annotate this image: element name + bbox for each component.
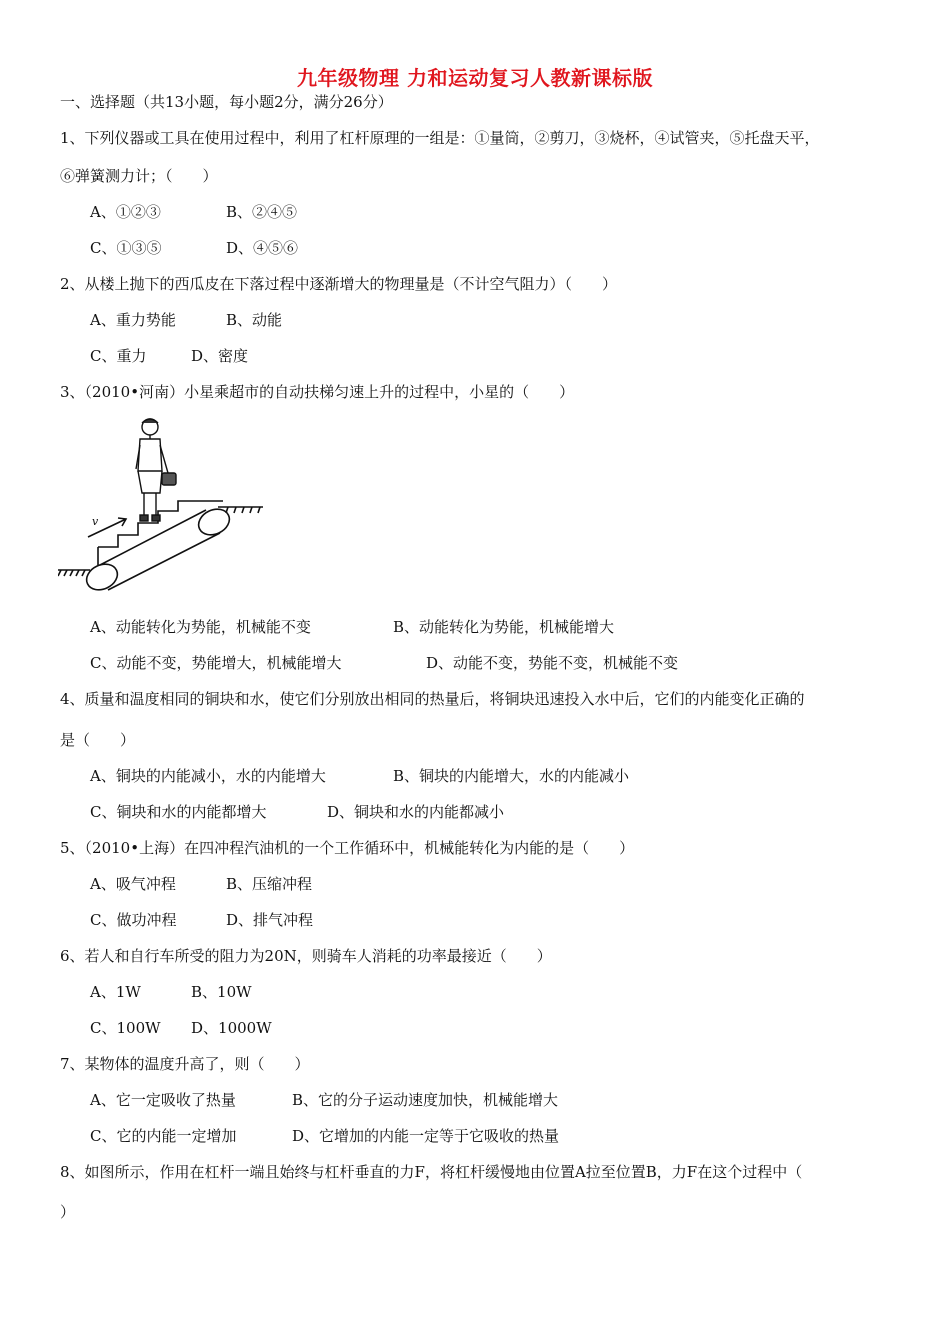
q1-option-a: A、①②③ — [90, 203, 161, 221]
q3-option-d: D、动能不变，势能不变，机械能不变 — [426, 654, 679, 672]
question-6-stem: 6、若人和自行车所受的阻力为20N，则骑车人消耗的功率最接近（ ） — [60, 947, 552, 965]
q2-option-c: C、重力 — [90, 347, 147, 365]
q7-option-b: B、它的分子运动速度加快，机械能增大 — [292, 1091, 559, 1109]
q7-option-d: D、它增加的内能一定等于它吸收的热量 — [292, 1127, 560, 1145]
q5-option-a: A、吸气冲程 — [90, 875, 176, 893]
q3-option-a: A、动能转化为势能，机械能不变 — [90, 618, 311, 636]
section-heading: 一、选择题（共13小题，每小题2分，满分26分） — [60, 93, 393, 111]
q3-option-b: B、动能转化为势能，机械能增大 — [393, 618, 615, 636]
q5-option-c: C、做功冲程 — [90, 911, 177, 929]
q6-option-b: B、10W — [191, 983, 252, 1001]
q2-option-d: D、密度 — [191, 347, 249, 365]
question-7-stem: 7、某物体的温度升高了，则（ ） — [60, 1055, 310, 1073]
q1-option-c: C、①③⑤ — [90, 239, 162, 257]
question-5-stem: 5、（2010•上海）在四冲程汽油机的一个工作循环中，机械能转化为内能的是（ ） — [60, 839, 635, 857]
page-title: 九年级物理 力和运动复习人教新课标版 — [297, 66, 653, 90]
q2-option-b: B、动能 — [226, 311, 283, 329]
q4-option-b: B、铜块的内能增大，水的内能减小 — [393, 767, 630, 785]
question-4-stem-cont: 是（ ） — [60, 731, 136, 749]
q2-option-a: A、重力势能 — [90, 311, 176, 329]
question-8-stem: 8、如图所示，作用在杠杆一端且始终与杠杆垂直的力F，将杠杆缓慢地由位置A拉至位置B，力F在这个过程中（ — [60, 1163, 803, 1181]
figure-label-v: v — [92, 515, 99, 528]
question-8-stem-cont: ） — [60, 1203, 76, 1221]
question-4-stem: 4、质量和温度相同的铜块和水，使它们分别放出相同的热量后，将铜块迅速投入水中后，它们的内能变化正确的 — [60, 690, 805, 708]
question-2-stem: 2、从楼上抛下的西瓜皮在下落过程中逐渐增大的物理量是（不计空气阻力）（ ） — [60, 275, 618, 293]
question-1-stem-cont: ⑥弹簧测力计；（ ） — [60, 167, 218, 185]
q5-option-d: D、排气冲程 — [226, 911, 314, 929]
q1-option-b: B、②④⑤ — [226, 203, 298, 221]
q6-option-c: C、100W — [90, 1019, 161, 1037]
q1-option-d: D、④⑤⑥ — [226, 239, 299, 257]
q6-option-d: D、1000W — [191, 1019, 272, 1037]
q4-option-a: A、铜块的内能减小，水的内能增大 — [90, 767, 326, 785]
escalator-figure — [58, 415, 268, 595]
q3-option-c: C、动能不变，势能增大，机械能增大 — [90, 654, 342, 672]
q4-option-c: C、铜块和水的内能都增大 — [90, 803, 267, 821]
q7-option-c: C、它的内能一定增加 — [90, 1127, 237, 1145]
q4-option-d: D、铜块和水的内能都减小 — [327, 803, 505, 821]
question-1-stem: 1、下列仪器或工具在使用过程中，利用了杠杆原理的一组是：①量筒，②剪刀，③烧杯，④试管夹，⑤托盘天平， — [60, 129, 820, 147]
q6-option-a: A、1W — [90, 983, 141, 1001]
q5-option-b: B、压缩冲程 — [226, 875, 313, 893]
question-3-stem: 3、（2010•河南）小星乘超市的自动扶梯匀速上升的过程中，小星的（ ） — [60, 383, 575, 401]
q7-option-a: A、它一定吸收了热量 — [90, 1091, 236, 1109]
